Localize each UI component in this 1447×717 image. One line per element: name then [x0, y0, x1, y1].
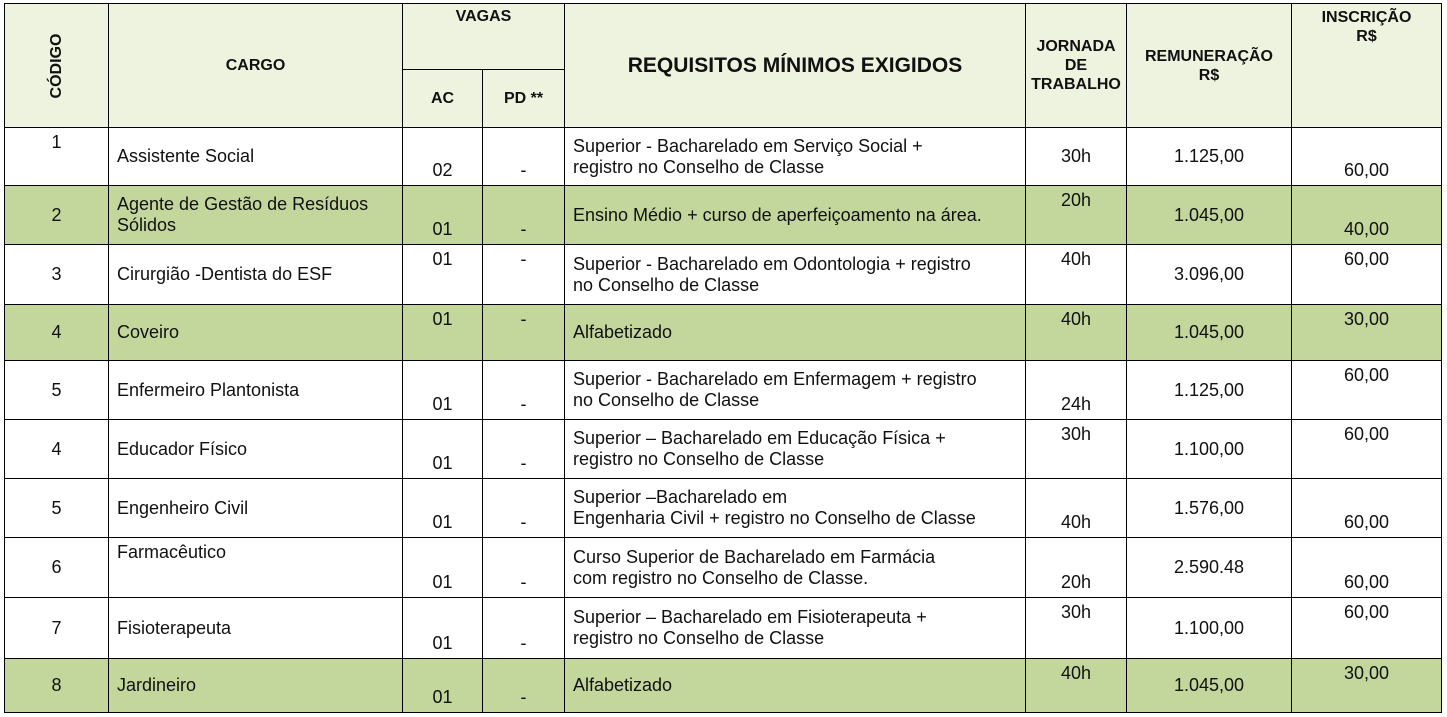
header-remuneracao: REMUNERAÇÃO R$	[1127, 4, 1292, 128]
remuneracao-cell: 1.125,00	[1127, 128, 1292, 186]
pd-cell: -	[483, 128, 565, 186]
requisitos-cell: Curso Superior de Bacharelado em Farmácia com registro no Conselho de Classe.	[565, 538, 1026, 598]
jornada-cell: 20h	[1026, 538, 1127, 598]
ac-cell: 01	[403, 245, 483, 305]
table-row	[5, 305, 1442, 361]
table-row	[5, 538, 1442, 598]
pd-cell: -	[483, 659, 565, 713]
requisitos-cell: Alfabetizado	[565, 659, 1026, 713]
table-row	[5, 186, 1442, 245]
remuneracao-cell: 1.100,00	[1127, 598, 1292, 659]
table-row	[5, 420, 1442, 479]
pd-cell: -	[483, 479, 565, 538]
jornada-cell: 30h	[1026, 598, 1127, 659]
cargo-cell: Engenheiro Civil	[109, 479, 403, 538]
requisitos-cell: Alfabetizado	[565, 305, 1026, 361]
header-vagas: VAGAS	[403, 4, 565, 70]
inscricao-cell: 30,00	[1292, 305, 1442, 361]
jornada-cell: 30h	[1026, 420, 1127, 479]
remuneracao-cell: 1.100,00	[1127, 420, 1292, 479]
requisitos-cell: Superior - Bacharelado em Serviço Social + registro no Conselho de Classe	[565, 128, 1026, 186]
inscricao-cell: 30,00	[1292, 659, 1442, 713]
remuneracao-cell: 2.590.48	[1127, 538, 1292, 598]
requisitos-cell: Superior – Bacharelado em Educação Física + registro no Conselho de Classe	[565, 420, 1026, 479]
remuneracao-cell: 1.125,00	[1127, 361, 1292, 420]
pd-cell: -	[483, 361, 565, 420]
cargo-cell: Coveiro	[109, 305, 403, 361]
requisitos-cell: Superior - Bacharelado em Odontologia + registro no Conselho de Classe	[565, 245, 1026, 305]
table-row	[5, 128, 1442, 186]
jornada-cell: 40h	[1026, 479, 1127, 538]
jornada-cell: 24h	[1026, 361, 1127, 420]
codigo-cell: 8	[5, 659, 109, 713]
header-requisitos: REQUISITOS MÍNIMOS EXIGIDOS	[565, 4, 1026, 128]
table-row	[5, 659, 1442, 713]
header-ac: AC	[403, 70, 483, 128]
cargo-cell: Assistente Social	[109, 128, 403, 186]
codigo-cell: 3	[5, 245, 109, 305]
inscricao-cell: 60,00	[1292, 420, 1442, 479]
requisitos-cell: Superior –Bacharelado em Engenharia Civil + registro no Conselho de Classe	[565, 479, 1026, 538]
codigo-cell: 7	[5, 598, 109, 659]
jornada-cell: 30h	[1026, 128, 1127, 186]
jornada-cell: 40h	[1026, 659, 1127, 713]
ac-cell: 01	[403, 659, 483, 713]
remuneracao-cell: 1.045,00	[1127, 186, 1292, 245]
cargo-cell: Agente de Gestão de Resíduos Sólidos	[109, 186, 403, 245]
inscricao-cell: 60,00	[1292, 245, 1442, 305]
remuneracao-cell: 1.045,00	[1127, 305, 1292, 361]
codigo-cell: 5	[5, 361, 109, 420]
remuneracao-cell: 1.576,00	[1127, 479, 1292, 538]
cargo-cell: Jardineiro	[109, 659, 403, 713]
jornada-cell: 20h	[1026, 186, 1127, 245]
ac-cell: 01	[403, 186, 483, 245]
cargo-cell: Fisioterapeuta	[109, 598, 403, 659]
ac-cell: 01	[403, 538, 483, 598]
inscricao-cell: 60,00	[1292, 598, 1442, 659]
codigo-cell: 6	[5, 538, 109, 598]
requisitos-cell: Superior - Bacharelado em Enfermagem + registro no Conselho de Classe	[565, 361, 1026, 420]
table-row	[5, 479, 1442, 538]
codigo-cell: 2	[5, 186, 109, 245]
pd-cell: -	[483, 598, 565, 659]
remuneracao-cell: 3.096,00	[1127, 245, 1292, 305]
requisitos-cell: Superior – Bacharelado em Fisioterapeuta + registro no Conselho de Classe	[565, 598, 1026, 659]
header-codigo: CÓDIGO	[5, 4, 109, 128]
table-row	[5, 598, 1442, 659]
codigo-cell: 4	[5, 305, 109, 361]
ac-cell: 01	[403, 305, 483, 361]
requisitos-cell: Ensino Médio + curso de aperfeiçoamento na área.	[565, 186, 1026, 245]
pd-cell: -	[483, 420, 565, 479]
inscricao-cell: 40,00	[1292, 186, 1442, 245]
codigo-cell: 1	[5, 128, 109, 186]
jornada-cell: 40h	[1026, 305, 1127, 361]
inscricao-cell: 60,00	[1292, 538, 1442, 598]
cargo-cell: Enfermeiro Plantonista	[109, 361, 403, 420]
ac-cell: 02	[403, 128, 483, 186]
ac-cell: 01	[403, 598, 483, 659]
pd-cell: -	[483, 305, 565, 361]
header-jornada: JORNADA DE TRABALHO	[1026, 4, 1127, 128]
ac-cell: 01	[403, 361, 483, 420]
ac-cell: 01	[403, 479, 483, 538]
codigo-cell: 4	[5, 420, 109, 479]
inscricao-cell: 60,00	[1292, 479, 1442, 538]
table-row	[5, 361, 1442, 420]
table-row	[5, 245, 1442, 305]
codigo-cell: 5	[5, 479, 109, 538]
jornada-cell: 40h	[1026, 245, 1127, 305]
pd-cell: -	[483, 245, 565, 305]
cargo-cell: Educador Físico	[109, 420, 403, 479]
ac-cell: 01	[403, 420, 483, 479]
header-cargo: CARGO	[109, 4, 403, 128]
header-inscricao: INSCRIÇÃO R$	[1292, 4, 1442, 128]
cargo-cell: Farmacêutico	[109, 538, 403, 598]
vacancies-table	[4, 3, 1442, 713]
remuneracao-cell: 1.045,00	[1127, 659, 1292, 713]
cargo-cell: Cirurgião -Dentista do ESF	[109, 245, 403, 305]
pd-cell: -	[483, 186, 565, 245]
header-pd: PD **	[483, 70, 565, 128]
pd-cell: -	[483, 538, 565, 598]
inscricao-cell: 60,00	[1292, 128, 1442, 186]
inscricao-cell: 60,00	[1292, 361, 1442, 420]
